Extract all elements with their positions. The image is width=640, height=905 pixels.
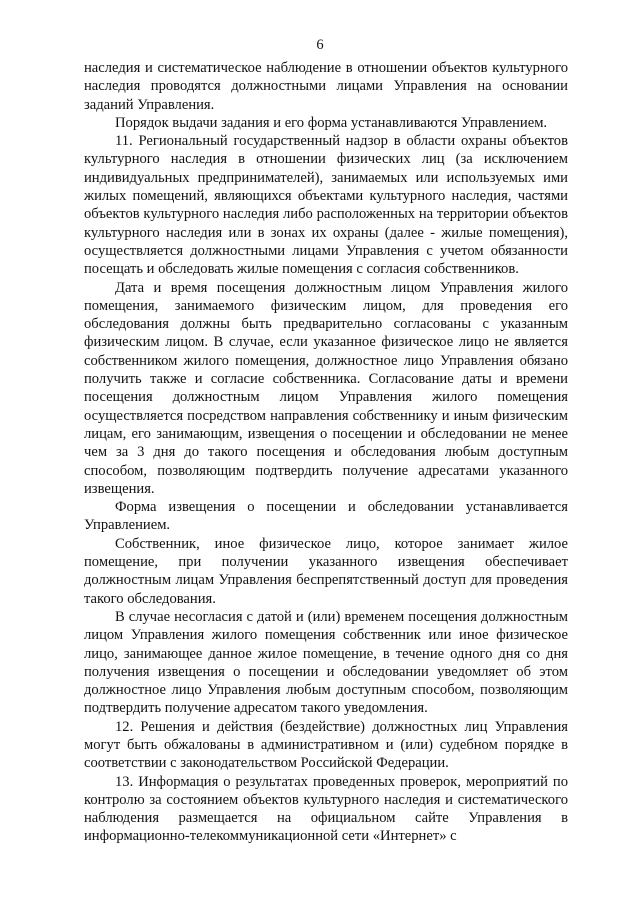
document-body bbox=[84, 59, 568, 846]
paragraph-11-regional-supervision: 11. Региональный государственный надзор в области охраны объектов культурного наследия в отношении физических лиц (за исключением индивидуальных предпринимателей), занимаемых или используемых ими жилых помещений, являющихся объектами культурного наследия, частями объектов культурного наследия либо расположенных на территории объектов культурного наследия или в зонах их охраны (далее - жилые помещения), осуществляется должностными лицами Управления с учетом обязанности посещать и обследовать жилые помещения с согласия собственников. bbox=[84, 133, 568, 278]
paragraph-13-results-publication: 13. Информация о результатах проведенных проверок, мероприятий по контролю за состоянием объектов культурного наследия и систематического наблюдения размещается на официальном сайте Управления в информационно-телекоммуникационной сети «Интернет» с bbox=[84, 773, 568, 845]
paragraph-continuation: наследия и систематическое наблюдение в отношении объектов культурного наследия проводятся должностными лицами Управления на основании заданий Управления. bbox=[84, 60, 568, 113]
paragraph-owner-access: Собственник, иное физическое лицо, которое занимает жилое помещение, при получении указанного извещения обеспечивает должностным лицам Управления беспрепятственный доступ для проведения такого обследования. bbox=[84, 535, 568, 607]
paragraph-visit-date-agreement: Дата и время посещения должностным лицом Управления жилого помещения, занимаемого физическим лицом, для проведения его обследования должны быть предварительно согласованы с указанным физическим лицом. В случае, если указанное физическое лицо не является собственником жилого помещения, должностное лицо Управления обязано получить также и согласие собственника. Согласование даты и времени посещения должностным лицом Управления жилого помещения осуществляется посредством направления собственнику и иным физическим лицам, его занимающим, извещения о посещении и обследовании не менее чем за 3 дня до такого посещения и обследования любым доступным способом, позволяющим подтвердить получение адресатами указанного извещения. bbox=[84, 279, 568, 497]
paragraph-disagreement: В случае несогласия с датой и (или) временем посещения должностным лицом Управления жилого помещения собственник или иное физическое лицо, занимающее данное жилое помещение, в течение одного дня со дня получения извещения о посещении и обследовании уведомляет об этом должностное лицо Управления любым доступным способом, позволяющим подтвердить получение адресатом такого уведомления. bbox=[84, 608, 568, 717]
paragraph-assignment-order: Порядок выдачи задания и его форма устанавливаются Управлением. bbox=[115, 114, 548, 131]
paragraph-notice-form: Форма извещения о посещении и обследовании устанавливается Управлением. bbox=[84, 499, 568, 534]
page-number: 6 bbox=[316, 37, 324, 53]
paragraph-12-appeals: 12. Решения и действия (бездействие) должностных лиц Управления могут быть обжалованы в административном и (или) судебном порядке в соответствии с законодательством Российской Федерации. bbox=[84, 718, 568, 772]
